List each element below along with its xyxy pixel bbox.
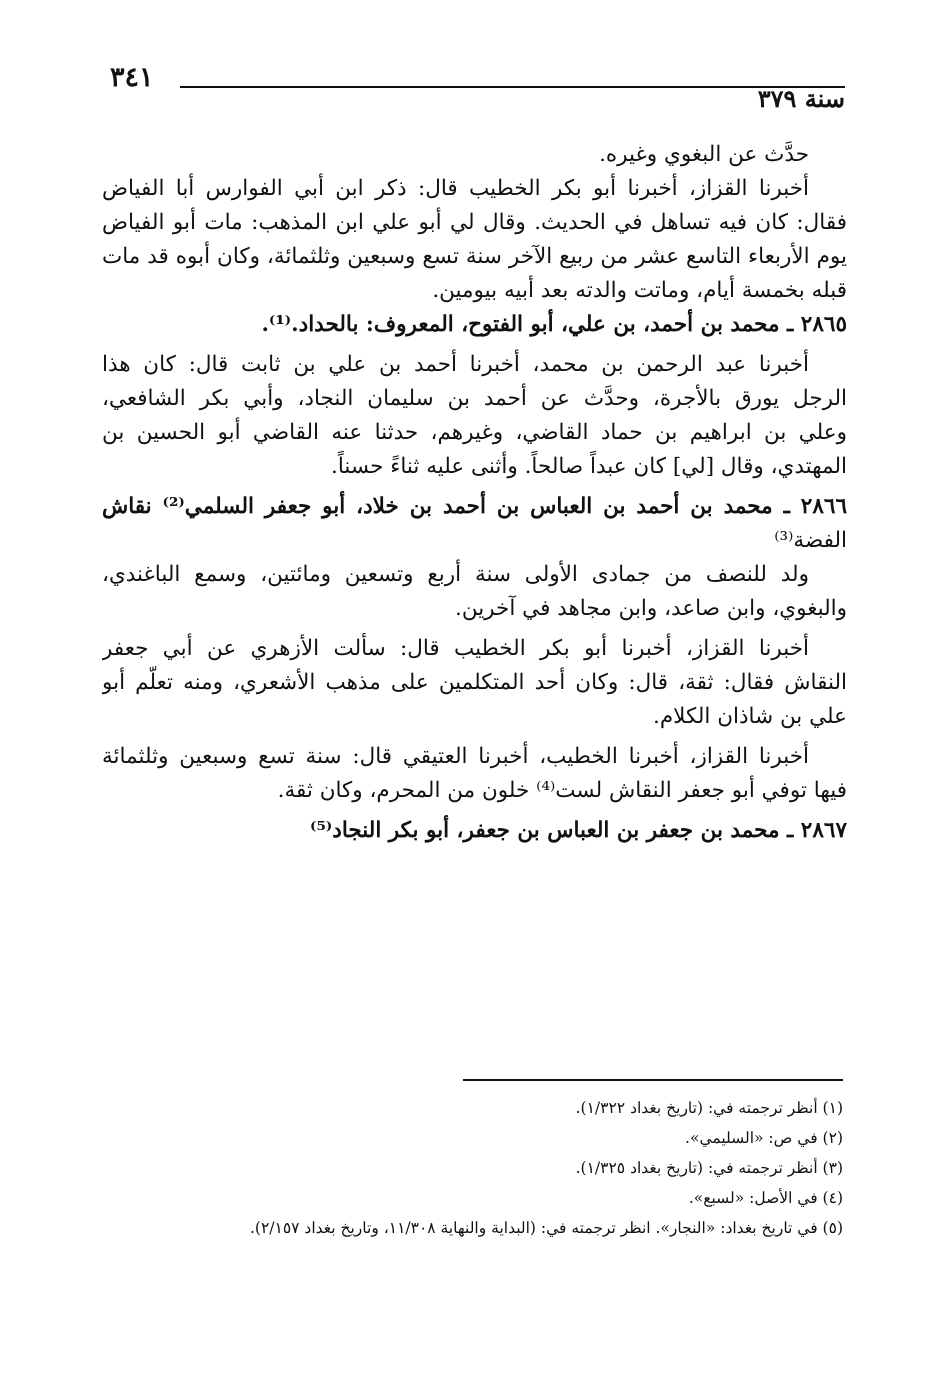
text-line: فيها توفي أبو جعفر النقاش لست⁽⁴⁾ خلون من المحرم، وكان ثقة.: [277, 778, 847, 803]
text-line: النقاش فقال: ثقة، قال: وكان أحد المتكلمين على مذهب الأشعري، ومنه تعلَّم أبو: [102, 670, 847, 695]
header-rule: [180, 86, 845, 88]
text-line: ولد للنصف من جمادى الأولى سنة أربع وتسعين ومائتين، وسمع الباغندي،: [102, 562, 809, 587]
text-line: قبله بخمسة أيام، وماتت والدته بعد أبيه بيومين.: [432, 278, 847, 303]
text-line: الفضة⁽³⁾: [774, 528, 847, 553]
text-line: علي بن شاذان الكلام.: [653, 704, 847, 729]
footnote-2: (٢) في ص: «السليمي».: [685, 1129, 843, 1147]
footnotes: [98, 1093, 843, 1243]
entry-heading-2867: ٢٨٦٧ ـ محمد بن جعفر بن العباس بن جعفر، أبو بكر النجاد⁽⁵⁾: [310, 818, 847, 843]
footnote-1: (١) أنظر ترجمته في: (تاريخ بغداد ١/٣٢٢).: [575, 1099, 843, 1117]
text-line: أخبرنا القزاز، أخبرنا أبو بكر الخطيب قال: ذكر ابن أبي الفوارس أبا الفياض: [102, 176, 809, 201]
body-text: [102, 138, 847, 848]
running-head: سنة ٣٧٩: [757, 84, 845, 113]
text-line: حدَّث عن البغوي وغيره.: [599, 142, 809, 167]
text-line: وعلي بن ابراهيم بن حماد القاضي، وغيرهم، حدثنا عنه القاضي أبو الحسين بن: [102, 420, 847, 445]
text-line: أخبرنا القزاز، أخبرنا الخطيب، أخبرنا العتيقي قال: سنة تسع وسبعين وثلثمائة: [102, 744, 809, 769]
entry-heading-2866: ٢٨٦٦ ـ محمد بن أحمد بن العباس بن أحمد بن خلاد، أبو جعفر السلمي⁽²⁾ نقاش: [102, 494, 847, 519]
footnote-5: (٥) في تاريخ بغداد: «النجار». انظر ترجمته في: (البداية والنهاية ١١/٣٠٨، وتاريخ بغداد ٢/١٥٧).: [249, 1219, 843, 1237]
text-line: أخبرنا عبد الرحمن بن محمد، أخبرنا أحمد بن علي بن ثابت قال: كان هذا: [102, 352, 809, 377]
text-line: يوم الأربعاء التاسع عشر من ربيع الآخر سنة تسع وسبعين وثلثمائة، وكان أبوه قد مات: [102, 244, 847, 269]
text-line: المهتدي، وقال [لي] كان عبداً صالحاً. وأثنى عليه ثناءً حسناً.: [331, 454, 847, 479]
footnote-4: (٤) في الأصل: «لسبع».: [688, 1189, 843, 1207]
text-line: والبغوي، وابن صاعد، وابن مجاهد في آخرين.: [455, 596, 847, 621]
text-line: أخبرنا القزاز، أخبرنا أبو بكر الخطيب قال: سألت الأزهري عن أبي جعفر: [102, 636, 809, 661]
text-line: فقال: كان فيه تساهل في الحديث. وقال لي أبو علي ابن المذهب: مات أبو الفياض: [102, 210, 847, 235]
page-number: ٣٤١: [110, 62, 154, 93]
footnote-rule: [463, 1079, 843, 1081]
entry-heading-2865: ٢٨٦٥ ـ محمد بن أحمد، بن علي، أبو الفتوح، المعروف: بالحداد.⁽¹⁾.: [261, 312, 847, 337]
page-header: [110, 62, 845, 122]
text-line: الرجل يورق بالأجرة، وحدَّث عن أحمد بن سليمان النجاد، وأبي بكر الشافعي،: [102, 386, 847, 411]
footnote-3: (٣) أنظر ترجمته في: (تاريخ بغداد ١/٣٢٥).: [575, 1159, 843, 1177]
